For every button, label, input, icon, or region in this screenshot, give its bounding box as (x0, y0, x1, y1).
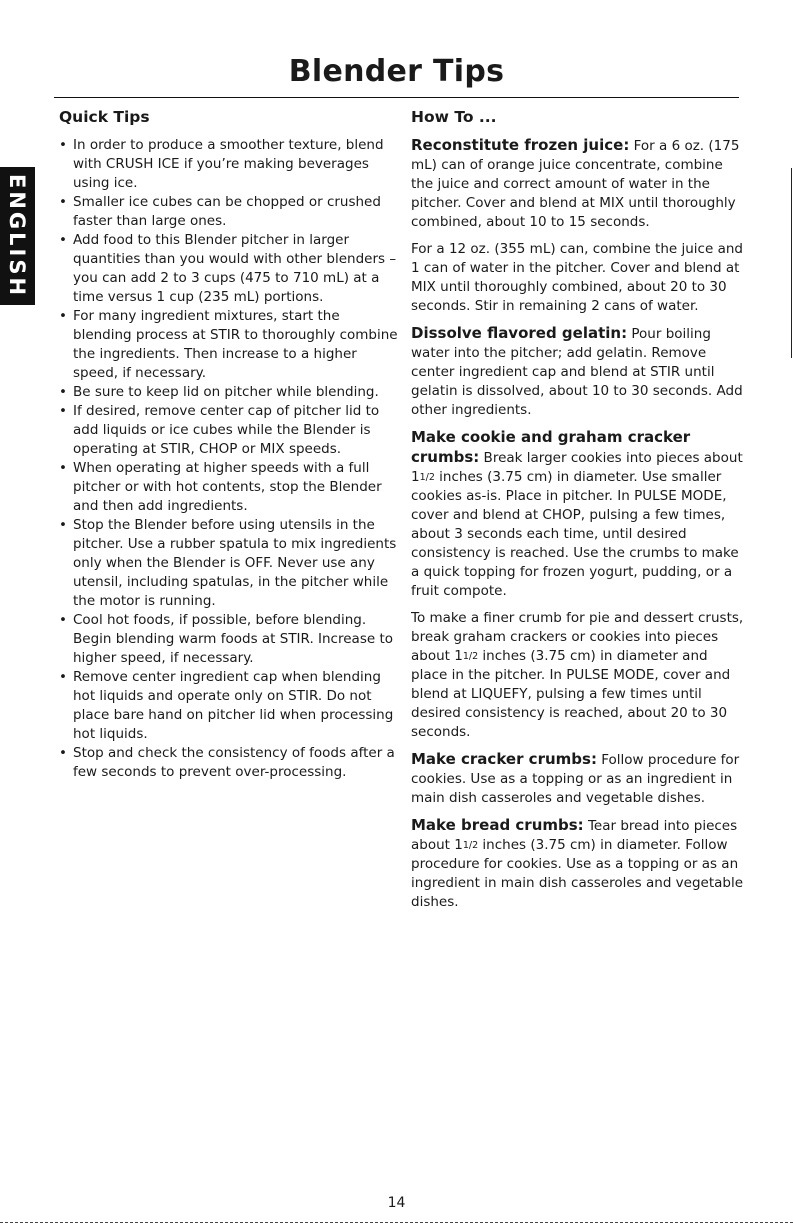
cookie-section (411, 428, 746, 601)
bread-title: Make bread crumbs: (411, 816, 584, 834)
cookie-title: Make cookie and graham cracker crumbs: (411, 428, 691, 466)
language-tab-label: ENGLISH (5, 173, 29, 299)
cracker-section (411, 750, 746, 808)
quick-tips-list (59, 136, 399, 782)
cookie-text2-b: inches (3.75 cm) in diameter and place in the pitcher. In PULSE MODE, cover and blend at LIQUEFY, pulsing a few times until desired consistency is reached, about 20 to 30 seconds. (411, 648, 731, 740)
list-item: • Smaller ice cubes can be chopped or crushed faster than large ones. (59, 193, 399, 231)
gelatin-section (411, 324, 746, 420)
cookie-text-a: Break larger cookies into pieces about 1 (411, 450, 743, 485)
list-item: • If desired, remove center cap of pitcher lid to add liquids or ice cubes while the Blender is operating at STIR, CHOP or MIX speeds. (59, 402, 399, 459)
cookie-fraction-2: 1/2 (462, 651, 479, 662)
cookie-text-b: inches (3.75 cm) in diameter. Use smaller cookies as-is. Place in pitcher. In PULSE MODE, cover and blend at CHOP, pulsing a few times, about 3 seconds each time, until desired consistency is reached. Use the crumbs to make a quick topping for frozen yogurt, pudding, or a fruit compote. (411, 469, 739, 599)
list-item: • Stop the Blender before using utensils in the pitcher. Use a rubber spatula to mix ingredients only when the Blender is OFF. Never use any utensil, including spatulas, in the pitcher while the motor is running. (59, 516, 399, 611)
juice-title: Reconstitute frozen juice: (411, 136, 630, 154)
juice-text: For a 6 oz. (175 mL) can of orange juice concentrate, combine the juice and correct amount of water in the pitcher. Cover and blend at MIX until thoroughly combined, about 10 to 15 seconds. (411, 138, 740, 230)
gelatin-text: Pour boiling water into the pitcher; add gelatin. Remove center ingredient cap and blend at STIR until gelatin is dissolved, about 10 to 30 seconds. Add other ingredients. (411, 326, 743, 418)
list-item: • In order to produce a smoother texture, blend with CRUSH ICE if you’re making beverages using ice. (59, 136, 399, 193)
cracker-title: Make cracker crumbs: (411, 750, 597, 768)
cracker-text: Follow procedure for cookies. Use as a topping or as an ingredient in main dish casseroles and vegetable dishes. (411, 752, 740, 806)
list-item: • For many ingredient mixtures, start the blending process at STIR to thoroughly combine the ingredients. Then increase to a higher speed, if necessary. (59, 307, 399, 383)
bread-text-a: Tear bread into pieces about 1 (411, 818, 738, 853)
cookie-fraction: 1/2 (419, 472, 435, 483)
language-tab (0, 167, 35, 305)
juice-section (411, 136, 746, 232)
list-item: • Cool hot foods, if possible, before blending. Begin blending warm foods at STIR. Increase to higher speed, if necessary. (59, 611, 399, 668)
cookie-text-2 (411, 609, 746, 742)
page-title: Blender Tips (288, 54, 505, 89)
list-item: • Remove center ingredient cap when blending hot liquids and operate only on STIR. Do not place bare hand on pitcher lid when processing hot liquids. (59, 668, 399, 744)
bread-text-b: inches (3.75 cm) in diameter. Follow procedure for cookies. Use as a topping or as an ingredient in main dish casseroles and vegetable dishes. (411, 837, 744, 910)
list-item: • Stop and check the consistency of foods after a few seconds to prevent over-processing. (59, 744, 399, 782)
how-to-column (411, 108, 746, 920)
margin-line (791, 168, 792, 358)
list-item: • Be sure to keep lid on pitcher while blending. (59, 383, 399, 402)
gelatin-title: Dissolve flavored gelatin: (411, 324, 628, 342)
list-item: • When operating at higher speeds with a full pitcher or with hot contents, stop the Blender and then add ingredients. (59, 459, 399, 516)
how-to-heading: How To ... (411, 108, 497, 126)
list-item: • Add food to this Blender pitcher in larger quantities than you would with other blenders – you can add 2 to 3 cups (475 to 710 mL) at a time versus 1 cup (235 mL) portions. (59, 231, 399, 307)
juice-text-2: For a 12 oz. (355 mL) can, combine the juice and 1 can of water in the pitcher. Cover and blend at MIX until thoroughly combined, about 20 to 30 seconds. Stir in remaining 2 cans of water. (411, 241, 743, 314)
quick-tips-column (59, 108, 399, 782)
page-number: 14 (387, 1195, 406, 1211)
bread-section (411, 816, 746, 912)
footer-dashes (0, 1222, 793, 1223)
quick-tips-heading: Quick Tips (59, 108, 150, 126)
bread-fraction: 1/2 (462, 840, 479, 851)
title-rule (54, 97, 739, 98)
cookie-text2-a: To make a finer crumb for pie and dessert crusts, break graham crackers or cookies into pieces about 1 (411, 610, 744, 664)
